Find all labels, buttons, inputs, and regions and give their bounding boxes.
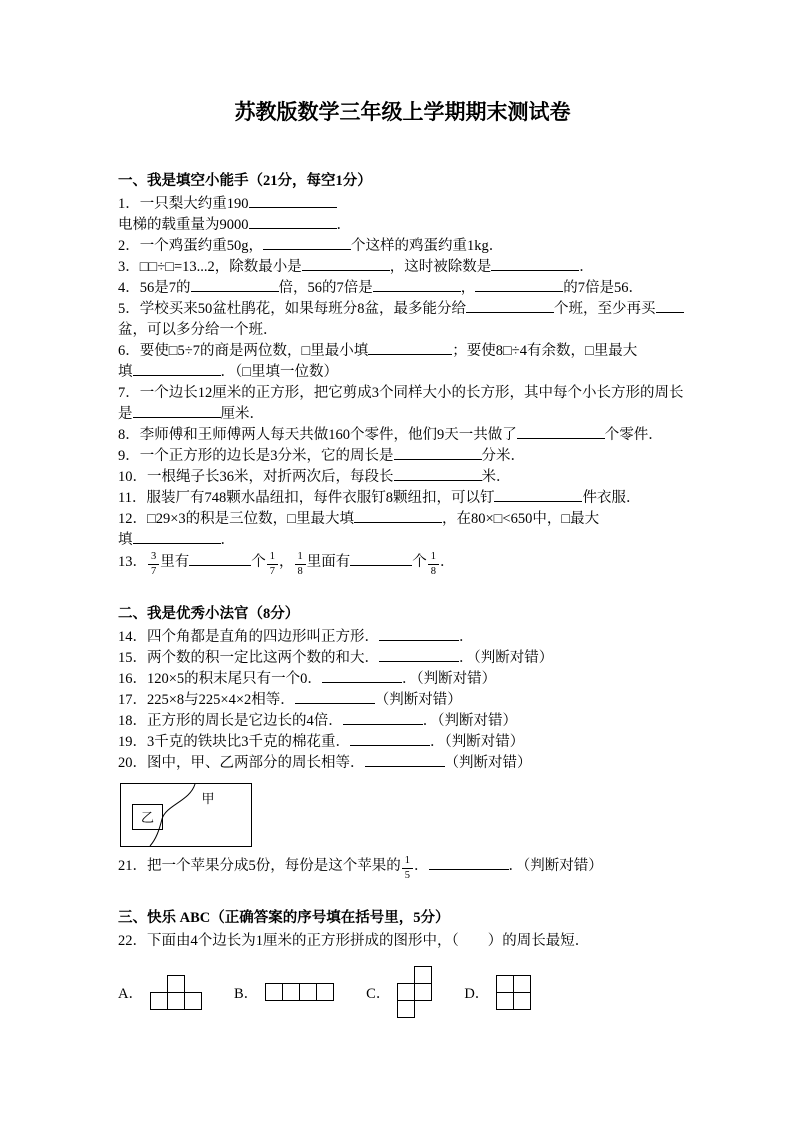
fraction-denominator: 8: [297, 566, 303, 578]
text-run: 的7倍是56．: [563, 280, 643, 296]
text-run: 填: [118, 532, 133, 548]
text-run: 18．正方形的周长是它边长的4倍．: [118, 713, 343, 730]
q22-options: [118, 966, 687, 1018]
text-run: 13．: [118, 554, 147, 571]
text-run: ．: [414, 858, 429, 875]
text-run: 个班，至少再买: [554, 301, 656, 317]
answer-blank: [343, 713, 423, 725]
question-line: [118, 299, 687, 320]
unit-square: [167, 975, 185, 993]
text-run: 10．一根绳子长36米，对折两次后，每段长: [118, 469, 394, 485]
text-run: 盆，可以多分给一个班．: [118, 322, 278, 338]
text-run: ．: [459, 629, 474, 646]
option-d: [464, 975, 531, 1010]
figure-label-right: 甲: [201, 791, 215, 807]
answer-blank: [379, 629, 459, 641]
text-run: ，在80×□<650中，□最大: [441, 511, 600, 527]
text-run: 个: [251, 554, 266, 571]
option-label-c: C．: [366, 985, 391, 1002]
text-run: ．（判断对错）: [508, 858, 603, 875]
question-line: [118, 753, 687, 774]
text-run: ．（判断对错）: [401, 671, 497, 688]
section-heading: 二、我是优秀小法官（8分）: [118, 606, 300, 623]
q20-figure: [120, 783, 687, 847]
answer-blank: [133, 406, 221, 418]
question-line: [118, 732, 687, 753]
answer-blank: [354, 511, 442, 523]
question-line: [118, 690, 687, 711]
text-run: ．（判断对错）: [422, 713, 517, 730]
text-run: 11．服装厂有748颗水晶纽扣，每件衣服钉8颗纽扣，可以钉: [118, 490, 495, 506]
text-run: ．: [579, 259, 594, 275]
fraction-denominator: 7: [151, 566, 157, 578]
text-run: 厘米．: [220, 406, 264, 422]
text-run: 里有: [160, 554, 190, 571]
fraction-numerator: 3: [148, 551, 159, 565]
unit-square: [265, 983, 283, 1001]
fraction-denominator: 5: [404, 870, 410, 882]
text-run: ，: [460, 280, 476, 296]
unit-square: [316, 983, 334, 1001]
fraction-numerator: 1: [295, 551, 306, 565]
text-run: 个: [412, 554, 427, 571]
fraction: [401, 855, 414, 882]
text-run: 9．一个正方形的边长是3分米，它的周长是: [118, 448, 394, 464]
answer-blank: [249, 217, 337, 229]
text-run: ；要使8□÷4有余数，□里最大: [452, 343, 638, 359]
fraction-denominator: 8: [430, 566, 436, 578]
fraction: [294, 551, 307, 578]
answer-blank: [350, 734, 430, 746]
answer-blank: [365, 755, 445, 767]
unit-square: [397, 983, 415, 1001]
question-line: [118, 194, 687, 215]
answer-blank: [656, 301, 684, 313]
option-label-b: B．: [233, 985, 259, 1002]
text-run: 14．四个角都是直角的四边形叫正方形．: [118, 629, 379, 646]
text-run: 米．: [481, 469, 511, 485]
answer-blank: [133, 364, 221, 376]
text-run: 7．一个边长12厘米的正方形，把它剪成3个同样大小的长方形，其中每个小长方形的周长: [118, 385, 684, 401]
question-line: [118, 257, 687, 278]
question-line: [118, 627, 687, 648]
answer-blank: [263, 238, 351, 250]
answer-blank: [429, 858, 509, 870]
answer-blank: [302, 259, 390, 271]
text-run: 填: [118, 364, 133, 380]
text-run: 20．图中，甲、乙两部分的周长相等．: [118, 755, 365, 772]
question-line: [118, 383, 687, 404]
question-line: [118, 509, 687, 530]
section-heading: 三、快乐 ABC（正确答案的序号填在括号里，5分）: [118, 910, 450, 927]
text-run: 4．56是7的: [118, 280, 191, 296]
unit-square: [397, 1000, 415, 1018]
text-run: （判断对错）: [444, 755, 532, 772]
unit-square: [414, 983, 432, 1001]
answer-blank: [295, 692, 375, 704]
fraction: [266, 551, 279, 578]
question-line: [118, 236, 687, 257]
text-run: （判断对错）: [374, 692, 462, 709]
question-line: [118, 530, 687, 551]
answer-blank: [191, 280, 279, 292]
question-line: [118, 341, 687, 362]
text-run: 里面有: [306, 554, 351, 571]
option-label-d: D．: [464, 985, 490, 1002]
text-run: ．（判断对错）: [459, 650, 554, 667]
question-line: [118, 669, 687, 690]
text-run: 件衣服．: [582, 490, 641, 506]
answer-blank: [517, 427, 605, 439]
answer-blank: [350, 554, 412, 566]
text-run: 个零件．: [604, 427, 663, 443]
text-run: 19．3千克的铁块比3千克的棉花重．: [118, 734, 350, 751]
text-run: ．: [440, 554, 455, 571]
text-run: 倍，56的7倍是: [278, 280, 373, 296]
question-line: [118, 551, 687, 578]
fraction: [147, 551, 160, 578]
question-line: [118, 278, 687, 299]
question-line: [118, 320, 687, 341]
text-run: 2．一个鸡蛋约重50g，: [118, 238, 263, 254]
text-run: 17．225×8与225×4×2相等．: [118, 692, 295, 709]
text-run: 个这样的鸡蛋约重1kg．: [351, 238, 504, 254]
text-run: 5．学校买来50盆杜鹃花，如果每班分8盆，最多能分给: [118, 301, 466, 317]
text-run: 1．一只梨大约重190: [118, 196, 249, 212]
text-run: 电梯的载重量为9000: [118, 217, 249, 233]
question-line: [118, 362, 687, 383]
text-run: 12．□29×3的积是三位数，□里最大填: [118, 511, 354, 527]
text-run: 8．李师傅和王师傅两人每天共做160个零件，他们9天一共做了: [118, 427, 517, 443]
text-run: ．: [336, 217, 351, 233]
question-line: [118, 931, 687, 952]
option-label-a: A．: [118, 985, 143, 1002]
answer-blank: [494, 490, 582, 502]
answer-blank: [249, 196, 337, 208]
unit-square: [299, 983, 317, 1001]
answer-blank: [322, 671, 402, 683]
unit-square: [282, 983, 300, 1001]
answer-blank: [475, 280, 563, 292]
figure-label-left: 乙: [140, 810, 155, 826]
answer-blank: [373, 280, 461, 292]
question-line: [118, 855, 687, 882]
question-line: [118, 467, 687, 488]
option-shape-b: [265, 983, 334, 1001]
fraction-numerator: 1: [402, 855, 413, 869]
question-line: [118, 404, 687, 425]
text-run: ．（判断对错）: [430, 734, 525, 751]
option-b: [234, 982, 334, 1003]
question-line: [118, 488, 687, 509]
answer-blank: [491, 259, 579, 271]
text-run: ．（□里填一位数）: [220, 364, 339, 380]
answer-blank: [133, 532, 221, 544]
unit-square: [167, 992, 185, 1010]
text-run: 是: [118, 406, 133, 422]
answer-blank: [466, 301, 554, 313]
question-line: [118, 215, 687, 236]
question-line: [118, 446, 687, 467]
document-body: [118, 171, 687, 1018]
text-run: 15．两个数的积一定比这两个数的和大．: [118, 650, 379, 667]
fraction-denominator: 7: [269, 566, 275, 578]
option-c: [366, 966, 432, 1018]
unit-square: [184, 992, 202, 1010]
answer-blank: [379, 650, 459, 662]
answer-blank: [394, 448, 482, 460]
section-heading: 一、我是填空小能手（21分，每空1分）: [118, 173, 372, 189]
text-run: 16．120×5的积末尾只有一个0．: [118, 671, 322, 688]
unit-square: [150, 992, 168, 1010]
unit-square: [414, 966, 432, 984]
text-run: ．: [220, 532, 235, 548]
text-run: 6．要使□5÷7的商是两位数，□里最小填: [118, 343, 369, 359]
option-shape-c: [397, 966, 432, 1018]
answer-blank: [189, 554, 251, 566]
unit-square: [496, 992, 514, 1010]
fraction: [427, 551, 440, 578]
text-run: ，: [279, 554, 294, 571]
unit-square: [513, 992, 531, 1010]
question-line: [118, 648, 687, 669]
text-run: 22．下面由4个边长为1厘米的正方形拼成的图形中，（ ）的周长最短．: [118, 933, 590, 950]
text-run: 3．□□÷□=13...2，除数最小是: [118, 259, 302, 275]
option-shape-a: [150, 975, 202, 1010]
option-shape-d: [496, 975, 531, 1010]
text-run: 分米．: [481, 448, 525, 464]
answer-blank: [368, 343, 452, 355]
question-line: [118, 425, 687, 446]
fraction-numerator: 1: [428, 551, 439, 565]
question-line: [118, 711, 687, 732]
text-run: ，这时被除数是: [389, 259, 492, 275]
answer-blank: [394, 469, 482, 481]
text-run: 21．把一个苹果分成5份，每份是这个苹果的: [118, 858, 401, 875]
unit-square: [496, 975, 514, 993]
option-a: [118, 975, 202, 1010]
page-title: 苏教版数学三年级上学期期末测试卷: [234, 100, 571, 124]
unit-square: [513, 975, 531, 993]
fraction-numerator: 1: [267, 551, 278, 565]
